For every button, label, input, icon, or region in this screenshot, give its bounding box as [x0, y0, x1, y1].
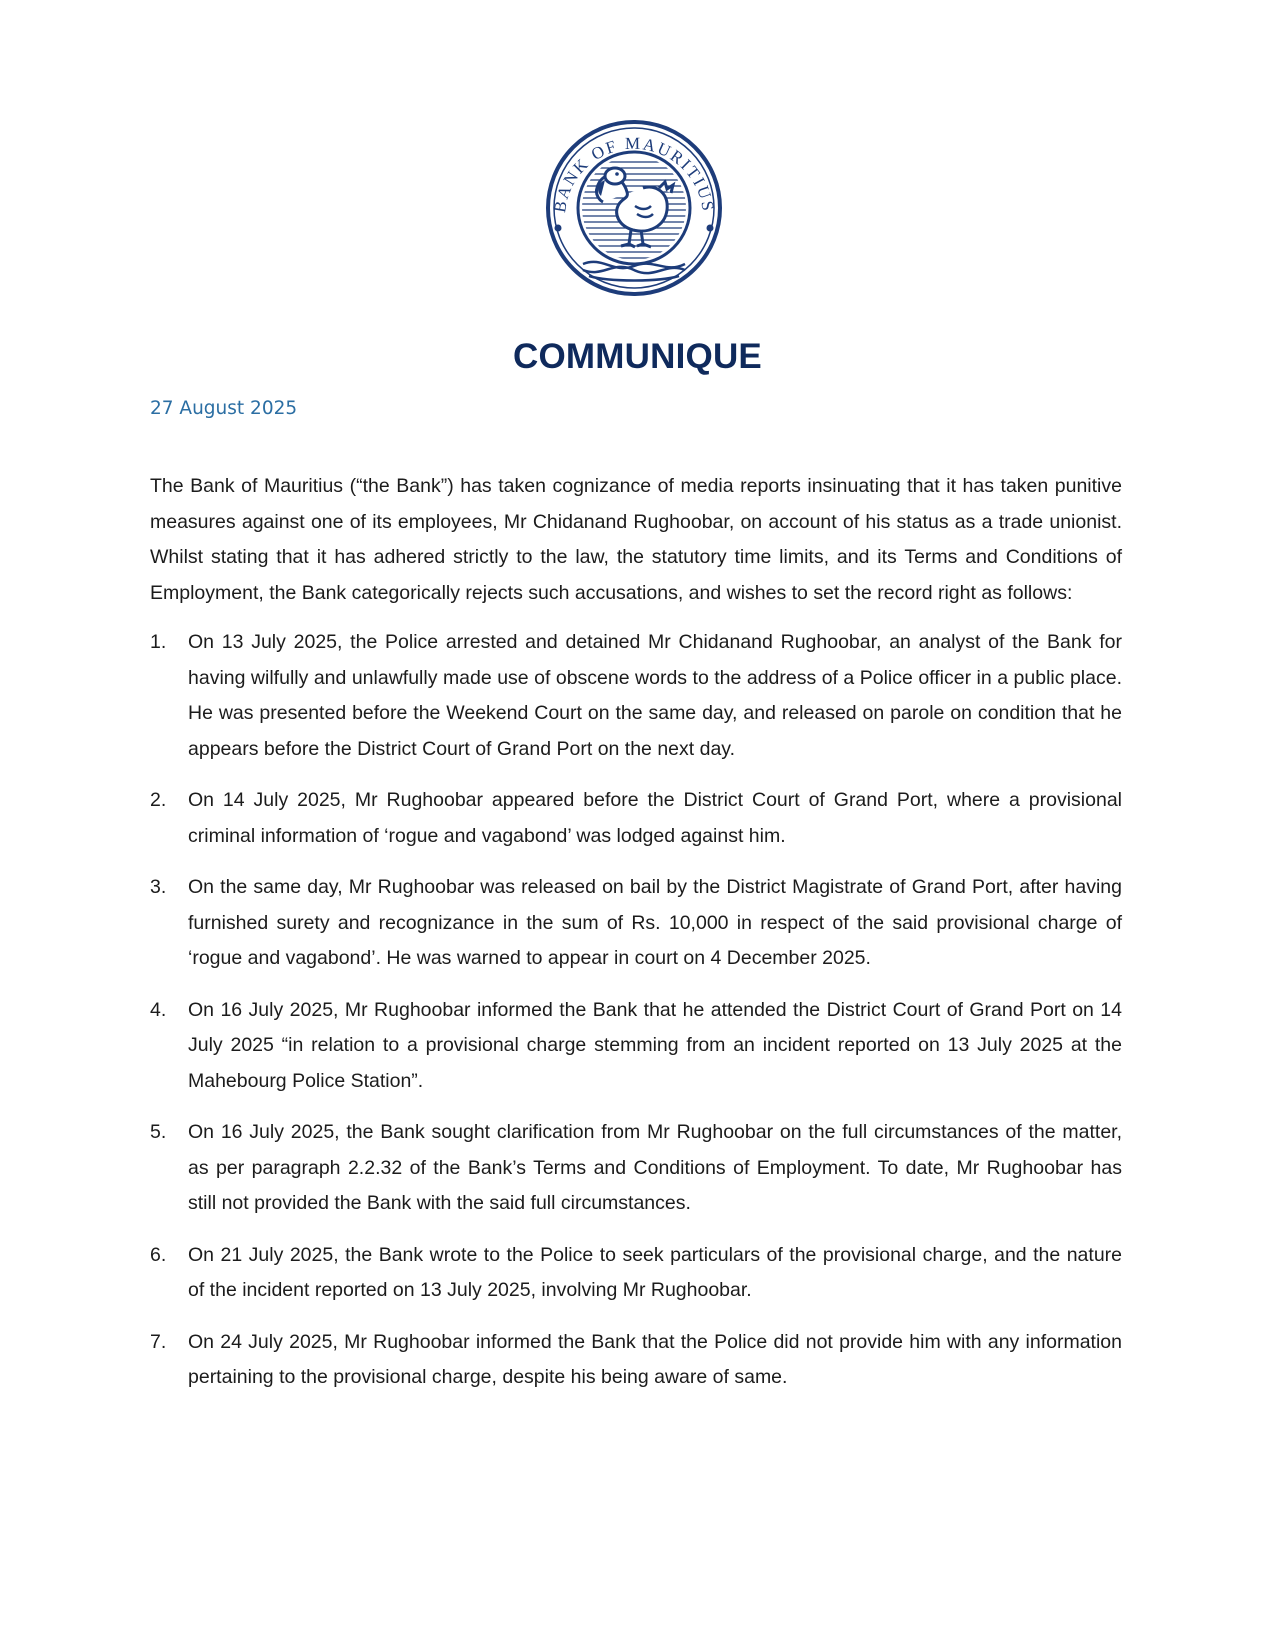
list-item [150, 783, 1122, 854]
list-item [150, 1238, 1122, 1309]
list-item-text: On 16 July 2025, the Bank sought clarification from Mr Rughoobar on the full circumstances of the matter, as per paragraph 2.2.32 of the Bank’s Terms and Conditions of Employment. To date, Mr Rughoobar has still not provided the Bank with the said full circumstances. [188, 1121, 1122, 1214]
communique-date: 27 August 2025 [150, 398, 298, 419]
facts-list [150, 625, 1122, 1396]
list-item-text: On 16 July 2025, Mr Rughoobar informed the Bank that he attended the District Court of Grand Port on 14 July 2025 “in relation to a provisional charge stemming from an incident reported on 13 July 2025 at the Mahebourg Police Station”. [188, 998, 1122, 1092]
svg-text:BANK OF MAURITIUS: BANK OF MAURITIUS [550, 133, 718, 214]
bank-of-mauritius-seal-icon [543, 118, 725, 303]
list-item-text: On the same day, Mr Rughoobar was released on bail by the District Magistrate of Grand Port, after having furnished surety and recognizance in the sum of Rs. 10,000 in respect of the said provisional charge of ‘rogue and vagabond’. He was warned to appear in court on 4 December 2025. [188, 876, 1122, 969]
page-title: COMMUNIQUE [513, 337, 762, 376]
list-item-text: On 14 July 2025, Mr Rughoobar appeared before the District Court of Grand Port, where a provisional criminal information of ‘rogue and vagabond’ was lodged against him. [188, 789, 1122, 847]
list-item-number: 3. [150, 876, 167, 898]
communique-body [150, 469, 1122, 1412]
list-item [150, 625, 1122, 767]
list-item-number: 7. [150, 1330, 167, 1353]
list-item [150, 1115, 1122, 1222]
list-item-number: 6. [150, 1243, 167, 1266]
list-item [150, 1325, 1122, 1396]
list-item-text: On 21 July 2025, the Bank wrote to the Police to seek particulars of the provisional charge, and the nature of the incident reported on 13 July 2025, involving Mr Rughoobar. [188, 1243, 1122, 1301]
list-item-number: 5. [150, 1121, 167, 1143]
list-item-text: On 24 July 2025, Mr Rughoobar informed the Bank that the Police did not provide him with any information pertaining to the provisional charge, despite his being aware of same. [188, 1330, 1122, 1388]
list-item [150, 993, 1122, 1100]
list-item-number: 1. [150, 631, 167, 653]
list-item-text: On 13 July 2025, the Police arrested and detained Mr Chidanand Rughoobar, an analyst of the Bank for having wilfully and unlawfully made use of obscene words to the address of a Police officer in a public place. He was presented before the Weekend Court on the same day, and released on parole on condition that he appears before the District Court of Grand Port on the next day. [188, 631, 1122, 760]
list-item-number: 2. [150, 789, 167, 811]
list-item-number: 4. [150, 998, 167, 1021]
list-item [150, 870, 1122, 977]
intro-paragraph: The Bank of Mauritius (“the Bank”) has taken cognizance of media reports insinuating that it has taken punitive measures against one of its employees, Mr Chidanand Rughoobar, on account of his status as a trade unionist. Whilst stating that it has adhered strictly to the law, the statutory time limits, and its Terms and Conditions of Employment, the Bank categorically rejects such accusations, and wishes to set the record right as follows: [150, 475, 1122, 604]
